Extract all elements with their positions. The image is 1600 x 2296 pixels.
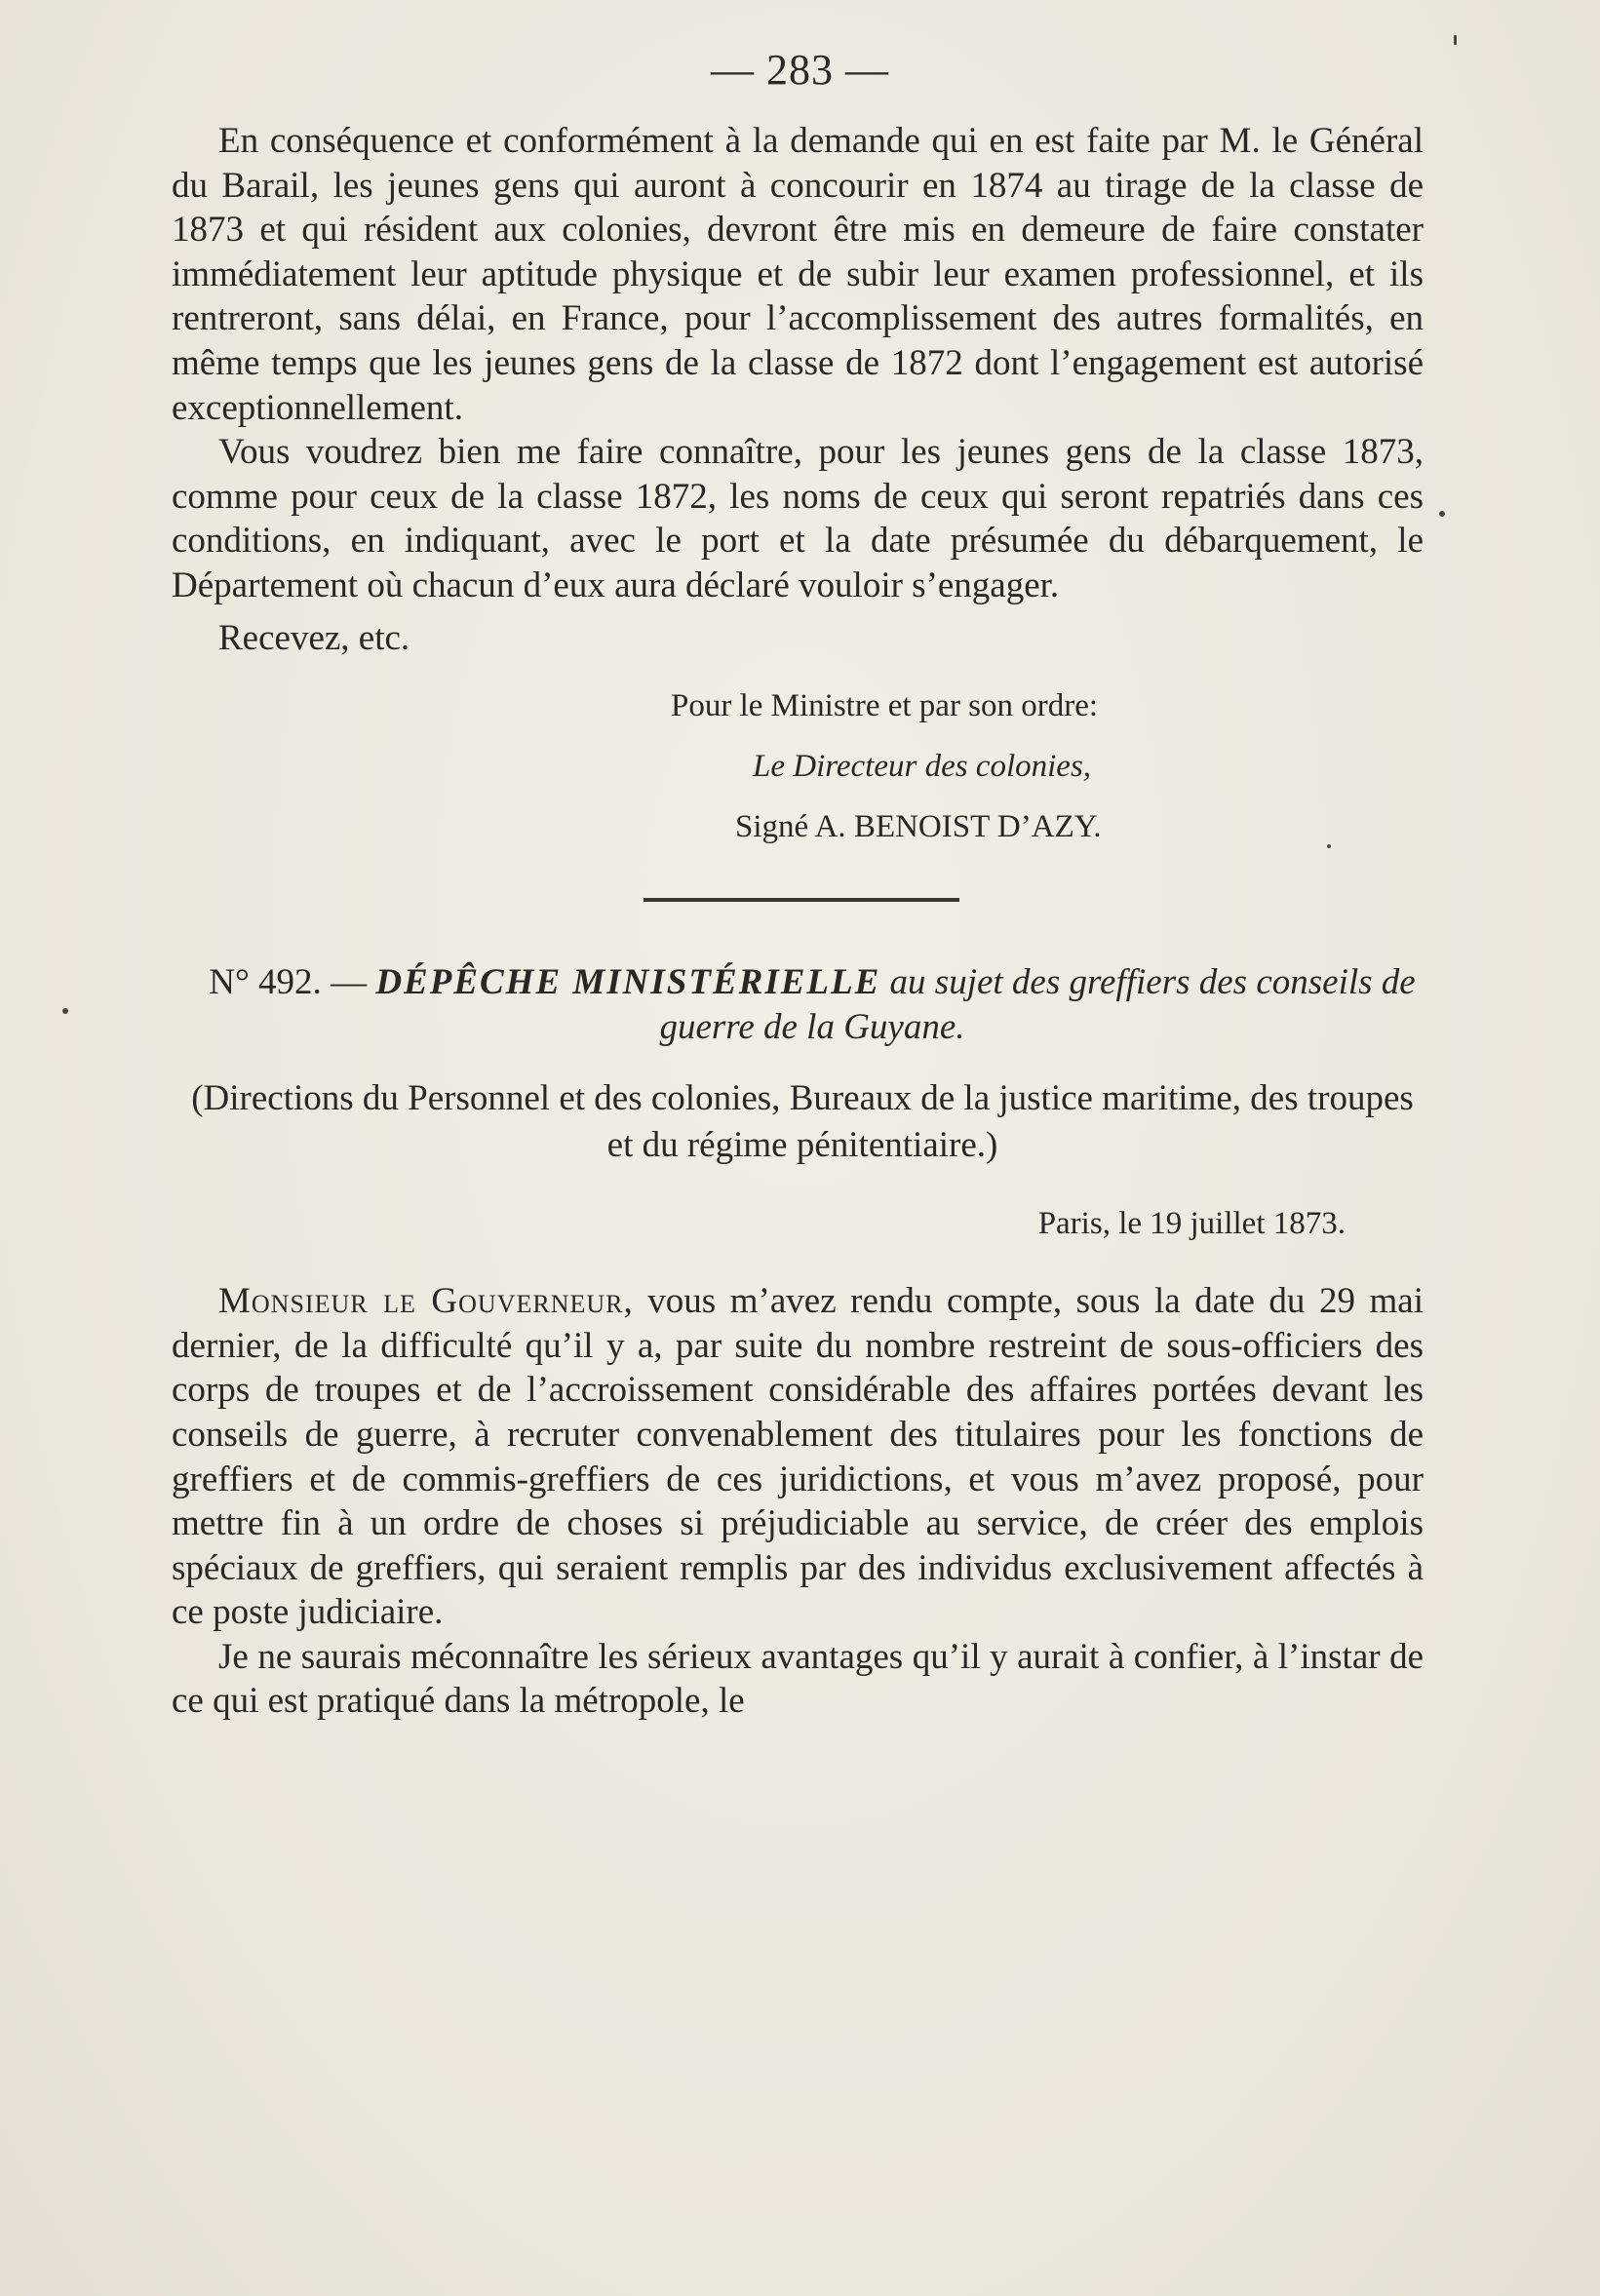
dispatch-paragraph-1: [172, 1279, 1424, 1635]
body-paragraph-1: En conséquence et conformément à la demande qui en est faite par M. le Général du Barail, les jeunes gens qui auront à concourir en 1874 au tirage de la classe de 1873 et qui résident aux colonies, devront être mis en demeure de faire constater immédiatement leur aptitude physique et de subir leur examen professionnel, et ils rentreront, sans délai, en France, pour l’accomplissement des autres formalités, en même temps que les jeunes gens de la classe de 1872 dont l’engagement est autorisé exceptionnellement.: [172, 121, 1424, 428]
dispatch-directions: (Directions du Personnel et des colonies, Bureaux de la justice maritime, des troupes et du régime pénitentiaire.): [191, 1078, 1414, 1166]
closing-formula: Recevez, etc.: [218, 617, 410, 658]
ink-speck: [1439, 511, 1445, 517]
ink-speck: [62, 1008, 68, 1014]
signature-block: [172, 676, 1424, 857]
dispatch-number: N° 492. —: [209, 962, 368, 1003]
section-divider: [644, 898, 959, 902]
dispatch-subject: au sujet des greffiers des conseils de guerre de la Guyane.: [659, 962, 1416, 1048]
ink-speck: [1327, 844, 1331, 848]
dispatch-paragraph-1-text: vous m’avez rendu compte, sous la date du 29 mai dernier, de la difficulté qu’il y a, par suite du nombre restreint de sous-officiers des corps de troupes et de l’accroissement considérable des affaires portées devant les conseils de guerre, à recruter convenablement des titulaires pour les fonctions de greffiers et de commis-greffiers de ces juridictions, et vous m’avez proposé, pour mettre fin à un ordre de choses si préjudiciable au service, de créer des emplois spéciaux de greffiers, qui seraient remplis par des individus exclusivement affectés à ce poste judiciaire.: [172, 1281, 1424, 1633]
signature-line-authority: Pour le Ministre et par son ordre:: [671, 688, 1099, 724]
dispatch-paragraph-2: Je ne saurais méconnaître les sérieux avantages qu’il y aurait à confier, à l’instar de ce qui est pratiqué dans la métropole, le: [172, 1636, 1424, 1722]
dispatch-dateline: Paris, le 19 juillet 1873.: [1037, 1206, 1346, 1242]
dispatch-heading: [172, 960, 1424, 1050]
page-number: — 283 —: [711, 46, 889, 94]
body-paragraph-2: Vous voudrez bien me faire connaître, pour les jeunes gens de la classe 1873, comme pour ceux de la classe 1872, les noms de ceux qui seront repatriés dans ces conditions, en indiquant, avec le port et la date présumée du débarquement, le Département où chacun d’eux aura déclaré vouloir s’engager.: [172, 432, 1424, 605]
ink-speck: [1454, 35, 1457, 45]
text-column: [172, 119, 1424, 1724]
dispatch-title: DÉPÊCHE MINISTÉRIELLE: [375, 962, 881, 1003]
signature-line-name: Signé A. BENOIST D’AZY.: [735, 809, 1102, 845]
salutation: Monsieur le Gouverneur,: [218, 1281, 634, 1322]
signature-line-title: Le Directeur des colonies,: [753, 749, 1092, 785]
